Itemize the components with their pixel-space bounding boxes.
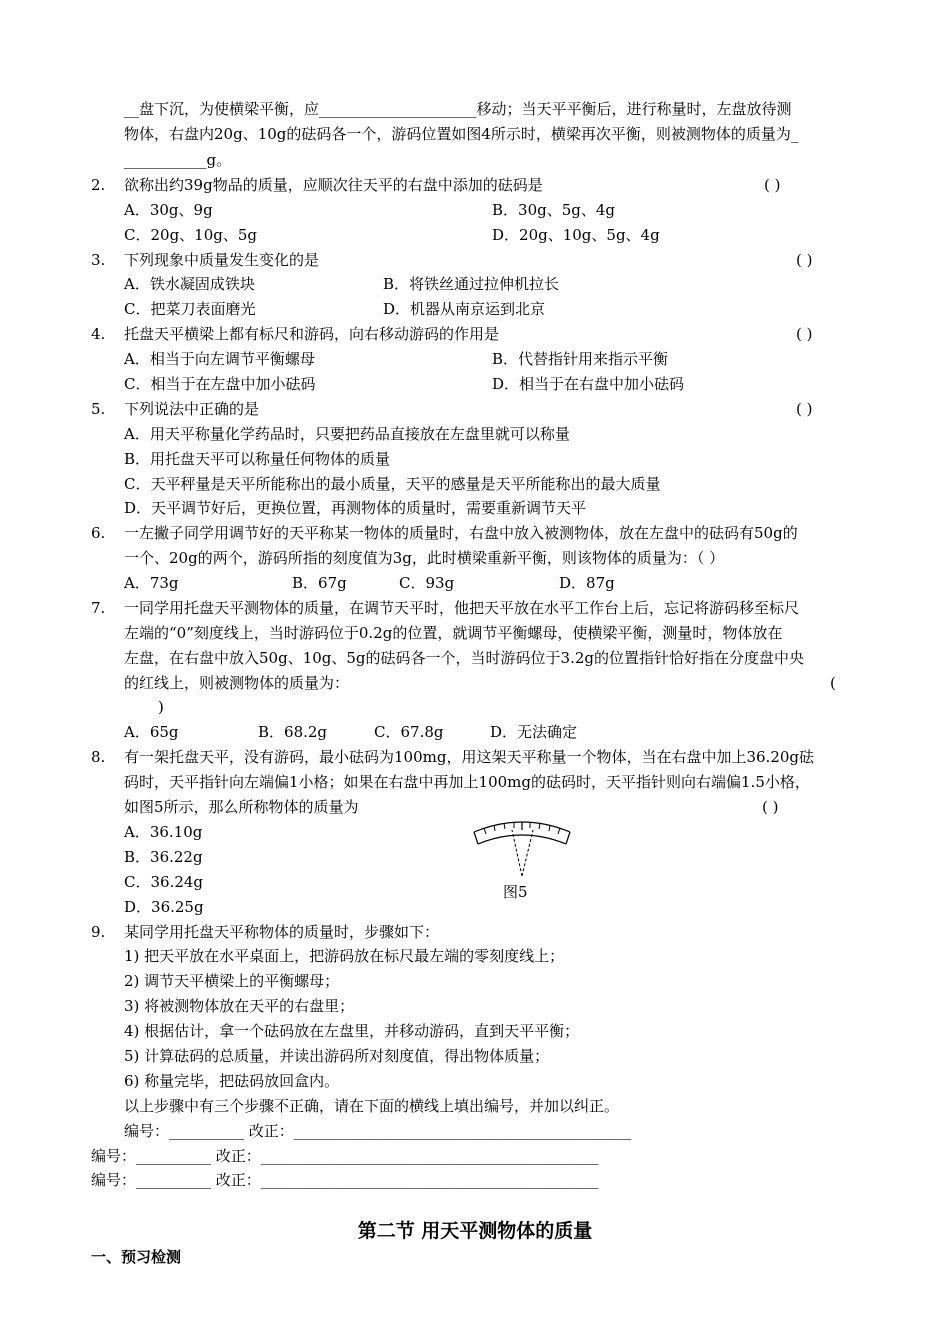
step-item: 3) 将被测物体放在天平的右盘里；	[124, 997, 355, 1015]
option-d: D．机器从南京运到北京	[383, 300, 546, 318]
answer-parentheses: ( )	[796, 400, 813, 418]
question-number: 5.	[91, 400, 106, 418]
question-number: 8.	[91, 748, 106, 766]
question-stem-line: 码时，天平指针向左端偏1小格；如果在右盘中再加上100mg的砝码时，天平指针则向右端偏1.5小格，	[124, 773, 810, 791]
option-a: A．65g	[124, 723, 179, 741]
question-number: 2.	[91, 176, 106, 194]
question-stem: 下列说法中正确的是	[124, 400, 260, 418]
question-number: 9.	[91, 923, 106, 941]
option-c: C．20g、10g、5g	[124, 226, 258, 244]
question-stem-line: 一个、20g的两个，游码所指的刻度值为3g，此时横梁重新平衡，则该物体的质量为：（ ）	[124, 549, 725, 567]
option-b: B．将铁丝通过拉伸机拉长	[383, 275, 560, 293]
option-c: C．天平秤量是天平所能称出的最小质量，天平的感量是天平所能称出的最大质量	[124, 475, 661, 493]
question-stem-line: 左端的“0”刻度线上，当时游码位于0.2g的位置，就调节平衡螺母，使横梁平衡，测量时，物体放在	[124, 624, 783, 642]
answer-paren-close: )	[158, 698, 164, 716]
option-c: C．67.8g	[374, 723, 444, 741]
question-stem: 托盘天平横梁上都有标尺和游码，向右移动游码的作用是	[124, 325, 500, 343]
option-d: D．天平调节好后，更换位置，再测物体的质量时，需要重新调节天平	[124, 499, 587, 517]
option-a: A．36.10g	[124, 823, 203, 841]
question-stem-line: 有一架托盘天平，没有游码，最小砝码为100mg，用这架天平称量一个物体，当在右盘中加上36.20g砝	[124, 748, 815, 766]
option-b: B．67g	[292, 574, 347, 592]
step-item: 4) 根据估计，拿一个砝码放在左盘里，并移动游码，直到天平平衡；	[124, 1022, 580, 1040]
question-stem-line: 左盘，在右盘中放入50g、10g、5g的砝码各一个，当时游码位于3.2g的位置指针恰好指在分度盘中央	[124, 649, 804, 667]
intro-line-1: __盘下沉，为使横梁平衡，应_____________________移动；当天平平衡后，进行称量时，左盘放待测	[124, 100, 792, 118]
answer-line: 编号：__________ 改正：_____________________________________________	[124, 1122, 632, 1140]
question-stem-line: 的红线上，则被测物体的质量为：	[124, 674, 350, 692]
question-number: 7.	[91, 599, 106, 617]
instruction-text: 以上步骤中有三个步骤不正确，请在下面的横线上填出编号，并加以纠正。	[124, 1097, 620, 1115]
question-number: 3.	[91, 251, 106, 269]
option-d: D．无法确定	[490, 723, 578, 741]
answer-line: 编号：__________ 改正：_____________________________________________	[91, 1171, 599, 1189]
option-c: C．36.24g	[124, 873, 204, 891]
question-number: 6.	[91, 524, 106, 542]
section-title: 第二节 用天平测物体的质量	[357, 1220, 593, 1242]
answer-parentheses: ( )	[796, 251, 813, 269]
answer-parentheses: ( )	[764, 176, 781, 194]
step-item: 5) 计算砝码的总质量，并读出游码所对刻度值，得出物体质量；	[124, 1047, 550, 1065]
answer-parentheses: ( )	[796, 325, 813, 343]
figure-5	[470, 818, 580, 884]
option-a: A．相当于向左调节平衡螺母	[124, 350, 315, 368]
option-a: A．73g	[124, 574, 179, 592]
question-stem-line: 一左撇子同学用调节好的天平称某一物体的质量时，右盘中放入被测物体，放在左盘中的砝码有50g的	[124, 524, 798, 542]
option-c: C．相当于在左盘中加小砝码	[124, 375, 316, 393]
option-c: C．93g	[399, 574, 455, 592]
option-d: D．36.25g	[124, 898, 204, 916]
question-stem: 欲称出约39g物品的质量，应顺次往天平的右盘中添加的砝码是	[124, 176, 543, 194]
step-item: 1) 把天平放在水平桌面上，把游码放在标尺最左端的零刻度线上；	[124, 947, 565, 965]
intro-line-2: 物体，右盘内20g、10g的砝码各一个，游码位置如图4所示时，横梁再次平衡，则被测物体的质量为_	[124, 125, 799, 143]
option-a: A．用天平称量化学药品时，只要把药品直接放在左盘里就可以称量	[124, 425, 570, 443]
option-c: C．把菜刀表面磨光	[124, 300, 256, 318]
option-a: A．30g、9g	[124, 201, 213, 219]
option-d: D．20g、10g、5g、4g	[492, 226, 660, 244]
question-stem-line: 如图5所示，那么所称物体的质量为	[124, 798, 359, 816]
option-b: B．30g、5g、4g	[492, 201, 616, 219]
option-d: D．87g	[559, 574, 615, 592]
subsection-heading: 一、预习检测	[91, 1248, 182, 1266]
step-item: 6) 称量完毕，把砝码放回盒内。	[124, 1072, 340, 1090]
answer-line: 编号：__________ 改正：_____________________________________________	[91, 1147, 599, 1165]
option-b: B．68.2g	[258, 723, 328, 741]
question-stem: 某同学用托盘天平称物体的质量时，步骤如下：	[124, 923, 440, 941]
question-stem: 下列现象中质量发生变化的是	[124, 251, 320, 269]
step-item: 2) 调节天平横梁上的平衡螺母；	[124, 972, 340, 990]
option-d: D．相当于在右盘中加小砝码	[492, 375, 685, 393]
question-stem-line: 一同学用托盘天平测物体的质量，在调节天平时，他把天平放在水平工作台上后，忘记将游码移至标尺	[124, 599, 800, 617]
option-a: A．铁水凝固成铁块	[124, 275, 255, 293]
option-b: B．用托盘天平可以称量任何物体的质量	[124, 450, 391, 468]
question-number: 4.	[91, 325, 106, 343]
balance-scale-figure	[470, 818, 580, 880]
answer-parentheses: ( )	[762, 798, 779, 816]
answer-paren-open: (	[830, 674, 836, 692]
option-b: B．36.22g	[124, 848, 203, 866]
intro-line-3: ___________g。	[124, 151, 232, 169]
figure-caption: 图5	[503, 883, 528, 901]
option-b: B．代替指针用来指示平衡	[492, 350, 669, 368]
